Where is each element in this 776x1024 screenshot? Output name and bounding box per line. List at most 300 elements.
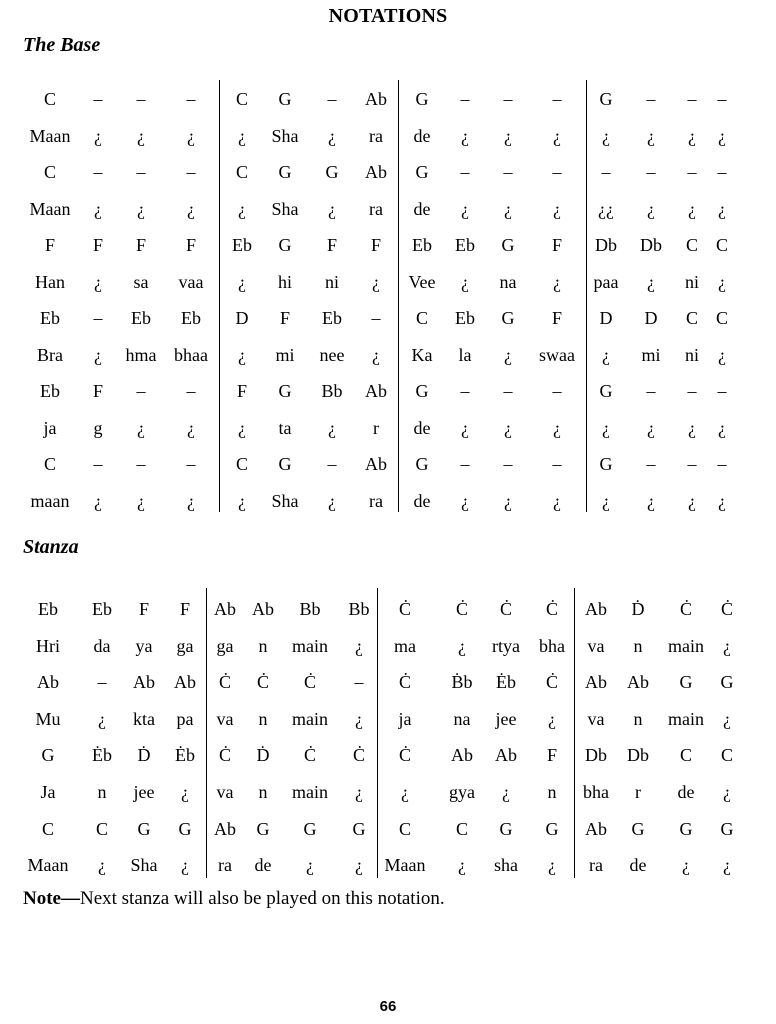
note-cell: Ab [627,672,649,693]
note-cell: – [687,454,697,474]
lyric-cell: Sha [271,125,299,146]
lyric-cell: ¿ [187,125,195,146]
note-cell: – [717,381,727,401]
note-cell: Ċ [303,672,316,693]
note-cell: Ċ [398,745,411,766]
lyric-cell: ¿ [355,635,363,656]
note-cell: C [398,818,411,839]
note-cell: Ab [365,89,387,109]
lyric-cell: de [629,855,647,876]
lyric-cell: main [292,708,328,729]
note-cell: Eb [38,599,58,619]
note-cell: G [501,235,515,255]
lyric-cell: de [254,855,272,876]
bar-line [219,80,220,512]
lyric-cell: ra [369,490,383,511]
lyric-cell: ¿ [401,782,409,802]
lyric-cell: de [413,490,431,511]
lyric-cell: maan [30,490,70,511]
base-section-heading: The Base [23,34,101,56]
note-cell: – [687,162,697,182]
lyric-cell: Ja [40,782,56,802]
note-cell: – [503,89,513,109]
note-cell: C [685,235,698,255]
lyric-cell: bha [539,635,565,656]
lyric-cell: mi [275,344,295,365]
lyric-cell: ¿ [238,125,246,146]
bar-line [398,80,399,512]
lyric-cell: Vee [408,271,436,292]
lyric-cell: ¿ [458,635,466,656]
note-cell: F [551,235,562,255]
note-cell: F [135,235,146,255]
note-cell: – [460,89,470,109]
lyric-cell: ra [218,855,232,876]
lyric-cell: ¿ [723,708,731,729]
lyric-cell: ¿ [328,490,336,511]
lyric-cell: main [292,635,328,656]
lyric-cell: rtya [492,635,520,656]
lyric-cell: ¿ [181,855,189,876]
lyric-cell: main [292,782,328,802]
lyric-row [0,486,776,516]
lyric-cell: ra [369,198,383,219]
lyric-row [0,777,776,807]
note-cell: C [415,308,428,328]
lyric-cell: ¿ [238,198,246,219]
lyric-cell: jee [133,782,155,802]
note-cell: Eb [40,381,60,401]
lyric-cell: ¿ [137,198,145,219]
lyric-cell: bha [583,782,609,802]
lyric-cell: ¿ [718,125,726,146]
note-cell: C [455,818,468,839]
lyric-cell: ¿ [553,417,561,438]
lyric-cell: da [93,635,111,656]
note-cell: Ab [495,745,517,766]
lyric-row [0,413,776,443]
lyric-cell: bhaa [174,344,208,365]
lyric-cell: ma [394,635,416,656]
note-cell: Eb [232,235,252,255]
lyric-cell: ni [684,344,699,365]
lyric-cell: ¿ [718,490,726,511]
note-cell: Ėb [496,672,516,693]
lyric-cell: gya [449,782,475,802]
note-cell: G [178,818,192,839]
note-cell: – [136,162,146,182]
lyric-cell: ¿ [647,417,655,438]
note-cell: – [646,162,656,182]
lyric-cell: ga [176,635,194,656]
lyric-cell: ¿ [137,125,145,146]
lyric-cell: de [677,782,695,802]
lyric-cell: ¿ [553,490,561,511]
lyric-cell: va [216,708,234,729]
note-cell: Bb [299,599,321,619]
note-cell: Db [585,745,607,766]
note-cell: Db [627,745,649,766]
lyric-cell: Maan [29,125,71,146]
note-cell: C [43,162,56,182]
note-cell: – [327,454,337,474]
note-cell: G [278,381,292,401]
lyric-cell: ¿ [504,344,512,365]
note-cell: Ab [585,818,607,839]
lyric-cell: ¿ [328,125,336,146]
note-cell: G [545,818,559,839]
note-cell: – [717,89,727,109]
note-cell: Eb [455,235,475,255]
note-cell: – [327,89,337,109]
lyric-cell: ¿ [238,271,246,292]
lyric-cell: ni [324,271,339,292]
lyric-cell: n [258,635,268,656]
lyric-cell: ¿ [238,490,246,511]
note-cell: G [415,89,429,109]
lyric-cell: Maan [384,855,426,876]
note-cell: D [599,308,613,328]
note-cell: Ċ [398,599,411,619]
page-title: NOTATIONS [328,5,448,27]
note-cell: – [354,672,364,693]
note-cell: – [93,162,103,182]
note-cell: Ḋ [631,599,645,619]
note-cell: Ab [365,454,387,474]
note-cell: Ḋ [137,745,151,766]
note-cell: Eb [181,308,201,328]
note-cell: – [503,454,513,474]
note-cell: G [278,235,292,255]
stanza-section-heading: Stanza [23,536,79,558]
lyric-cell: n [547,782,557,802]
note-cell: F [92,381,103,401]
note-cell: Ċ [398,672,411,693]
note-cell: – [552,381,562,401]
bar-line [377,588,378,878]
note-cell: – [460,381,470,401]
lyric-cell: Maan [27,855,69,876]
note-cell: Eb [322,308,342,328]
note-cell: F [551,308,562,328]
note-cell: C [715,308,728,328]
note-row [0,157,776,187]
note-cell: G [415,454,429,474]
lyric-cell: Sha [271,198,299,219]
lyric-cell: r [635,782,641,802]
note-cell: – [687,381,697,401]
note-cell: G [278,162,292,182]
note-cell: D [235,308,249,328]
note-text: Next stanza will also be played on this notation. [79,888,445,909]
note-cell: Db [640,235,662,255]
note-cell: Ėb [92,745,112,766]
lyric-cell: ¿ [553,198,561,219]
note-cell: C [685,308,698,328]
note-cell: – [460,454,470,474]
lyric-cell: n [633,708,643,729]
note-cell: – [136,454,146,474]
lyric-cell: ga [216,635,234,656]
lyric-cell: nee [319,344,345,365]
lyric-cell: ¿ [602,490,610,511]
lyric-cell: ¿ [548,708,556,729]
note-cell: C [41,818,54,839]
lyric-cell: Hri [36,635,60,656]
note-cell: G [599,381,613,401]
note-row [0,814,776,844]
note-cell: – [93,454,103,474]
note-cell: Ab [585,672,607,693]
lyric-cell: r [373,417,379,438]
lyric-cell: ¿ [647,198,655,219]
lyric-cell: mi [641,344,661,365]
lyric-cell: va [216,782,234,802]
note-cell: Ḋ [256,745,270,766]
note-cell: Ċ [256,672,269,693]
note-cell: C [235,454,248,474]
lyric-row [0,631,776,661]
note-cell: Ab [585,599,607,619]
note-cell: Ċ [545,599,558,619]
lyric-row [0,267,776,297]
lyric-cell: ¿ [688,125,696,146]
note-cell: – [552,454,562,474]
note-cell: Ab [214,599,236,619]
note-cell: F [185,235,196,255]
note-cell: F [138,599,149,619]
lyric-cell: la [458,344,472,365]
note-cell: – [371,308,381,328]
lyric-row [0,850,776,880]
note-cell: Bb [348,599,370,619]
bar-line [574,588,575,878]
note-cell: C [95,818,108,839]
note-row [0,84,776,114]
lyric-cell: ¿ [94,125,102,146]
note-cell: F [92,235,103,255]
lyric-row [0,340,776,370]
note-cell: G [720,672,734,693]
lyric-cell: sa [133,271,149,292]
lyric-cell: ¿ [372,344,380,365]
lyric-cell: ¿ [461,417,469,438]
note-cell: – [93,89,103,109]
lyric-cell: ¿ [372,271,380,292]
note-cell: G [303,818,317,839]
note-cell: Ab [133,672,155,693]
note-cell: C [43,454,56,474]
lyric-cell: va [587,635,605,656]
lyric-cell: ¿ [461,271,469,292]
note-cell: F [326,235,337,255]
note-cell: – [460,162,470,182]
note-cell: Eb [92,599,112,619]
note-cell: – [97,672,107,693]
note-cell: G [278,454,292,474]
note-cell: F [179,599,190,619]
note-cell: G [499,818,513,839]
note-cell: – [186,454,196,474]
lyric-cell: ¿¿ [598,198,614,219]
note-cell: – [186,162,196,182]
lyric-cell: sha [494,855,518,876]
note-cell: C [720,745,733,766]
lyric-cell: paa [593,271,619,292]
note-cell: – [503,162,513,182]
lyric-cell: ¿ [458,855,466,876]
note-cell: C [715,235,728,255]
lyric-row [0,704,776,734]
lyric-cell: ¿ [723,635,731,656]
lyric-cell: ¿ [504,490,512,511]
note-cell: Eb [412,235,432,255]
note-cell: G [256,818,270,839]
lyric-cell: ¿ [718,344,726,365]
lyric-cell: swaa [539,344,575,365]
lyric-cell: ¿ [553,271,561,292]
lyric-cell: ¿ [355,708,363,729]
lyric-row [0,121,776,151]
note-cell: Ċ [303,745,316,766]
note-cell: G [679,818,693,839]
note-cell: Ċ [352,745,365,766]
lyric-cell: ¿ [602,417,610,438]
note-cell: – [186,89,196,109]
note-cell: G [137,818,151,839]
note-cell: C [235,89,248,109]
lyric-cell: ¿ [187,490,195,511]
lyric-cell: ¿ [328,417,336,438]
note-cell: G [352,818,366,839]
note-cell: F [236,381,247,401]
page-number: 66 [379,998,397,1015]
lyric-cell: Sha [271,490,299,511]
lyric-cell: de [413,417,431,438]
lyric-cell: hi [277,271,292,292]
note-cell: F [546,745,557,766]
lyric-cell: vaa [178,271,204,292]
note-cell: – [503,381,513,401]
note-cell: – [687,89,697,109]
lyric-cell: ¿ [723,782,731,802]
lyric-cell: ¿ [718,417,726,438]
note-cell: G [501,308,515,328]
lyric-cell: ¿ [355,782,363,802]
note-cell: G [599,89,613,109]
lyric-cell: ¿ [94,490,102,511]
note-row [0,230,776,260]
lyric-cell: na [453,708,471,729]
note-cell: – [136,89,146,109]
lyric-cell: ¿ [328,198,336,219]
bar-line [586,80,587,512]
note-cell: Bb [321,381,343,401]
note-cell: Ab [365,381,387,401]
lyric-cell: ra [589,855,603,876]
lyric-cell: ¿ [502,782,510,802]
note-row [0,449,776,479]
lyric-cell: ¿ [98,855,106,876]
note-label: Note— [23,888,80,909]
lyric-cell: jee [495,708,517,729]
lyric-cell: n [633,635,643,656]
note-cell: G [415,162,429,182]
note-cell: – [93,308,103,328]
lyric-cell: ni [684,271,699,292]
lyric-cell: ¿ [94,271,102,292]
note-cell: – [601,162,611,182]
lyric-cell: ¿ [137,490,145,511]
lyric-cell: ¿ [688,417,696,438]
lyric-cell: ta [278,417,292,438]
note-cell: F [279,308,290,328]
lyric-cell: ¿ [238,417,246,438]
lyric-cell: Han [35,271,65,292]
lyric-cell: de [413,198,431,219]
note-cell: D [644,308,658,328]
lyric-cell: Mu [35,708,61,729]
note-cell: Ċ [720,599,733,619]
lyric-row [0,194,776,224]
note-cell: Db [595,235,617,255]
note-cell: Ċ [218,672,231,693]
note-cell: G [679,672,693,693]
lyric-cell: pa [176,708,194,729]
lyric-cell: na [499,271,517,292]
lyric-cell: ra [369,125,383,146]
note-cell: Ab [37,672,59,693]
lyric-cell: ¿ [718,271,726,292]
note-cell: G [631,818,645,839]
lyric-cell: Maan [29,198,71,219]
lyric-cell: ¿ [238,344,246,365]
lyric-cell: Bra [37,344,63,365]
lyric-cell: Ka [411,344,433,365]
note-cell: Ab [174,672,196,693]
lyric-cell: ya [135,635,153,656]
lyric-cell: main [668,708,704,729]
note-cell: Ċ [455,599,468,619]
note-cell: – [646,381,656,401]
note-row [0,667,776,697]
lyric-cell: ¿ [504,198,512,219]
bar-line [206,588,207,878]
lyric-cell: ¿ [461,198,469,219]
note-cell: – [136,381,146,401]
lyric-cell: n [258,708,268,729]
note-cell: Ḃb [451,672,473,693]
note-cell: Eb [131,308,151,328]
note-cell: Eb [455,308,475,328]
lyric-cell: ¿ [688,198,696,219]
note-cell: G [278,89,292,109]
note-cell: Ab [451,745,473,766]
lyric-cell: ¿ [98,708,106,729]
lyric-cell: ¿ [461,125,469,146]
lyric-cell: ¿ [94,344,102,365]
lyric-cell: ¿ [187,198,195,219]
lyric-cell: n [97,782,107,802]
note-cell: Ėb [175,745,195,766]
note-cell: Ċ [679,599,692,619]
note-row [0,740,776,770]
note-cell: C [43,89,56,109]
lyric-cell: ¿ [723,855,731,876]
lyric-cell: hma [125,344,157,365]
note-cell: G [720,818,734,839]
note-cell: – [717,454,727,474]
